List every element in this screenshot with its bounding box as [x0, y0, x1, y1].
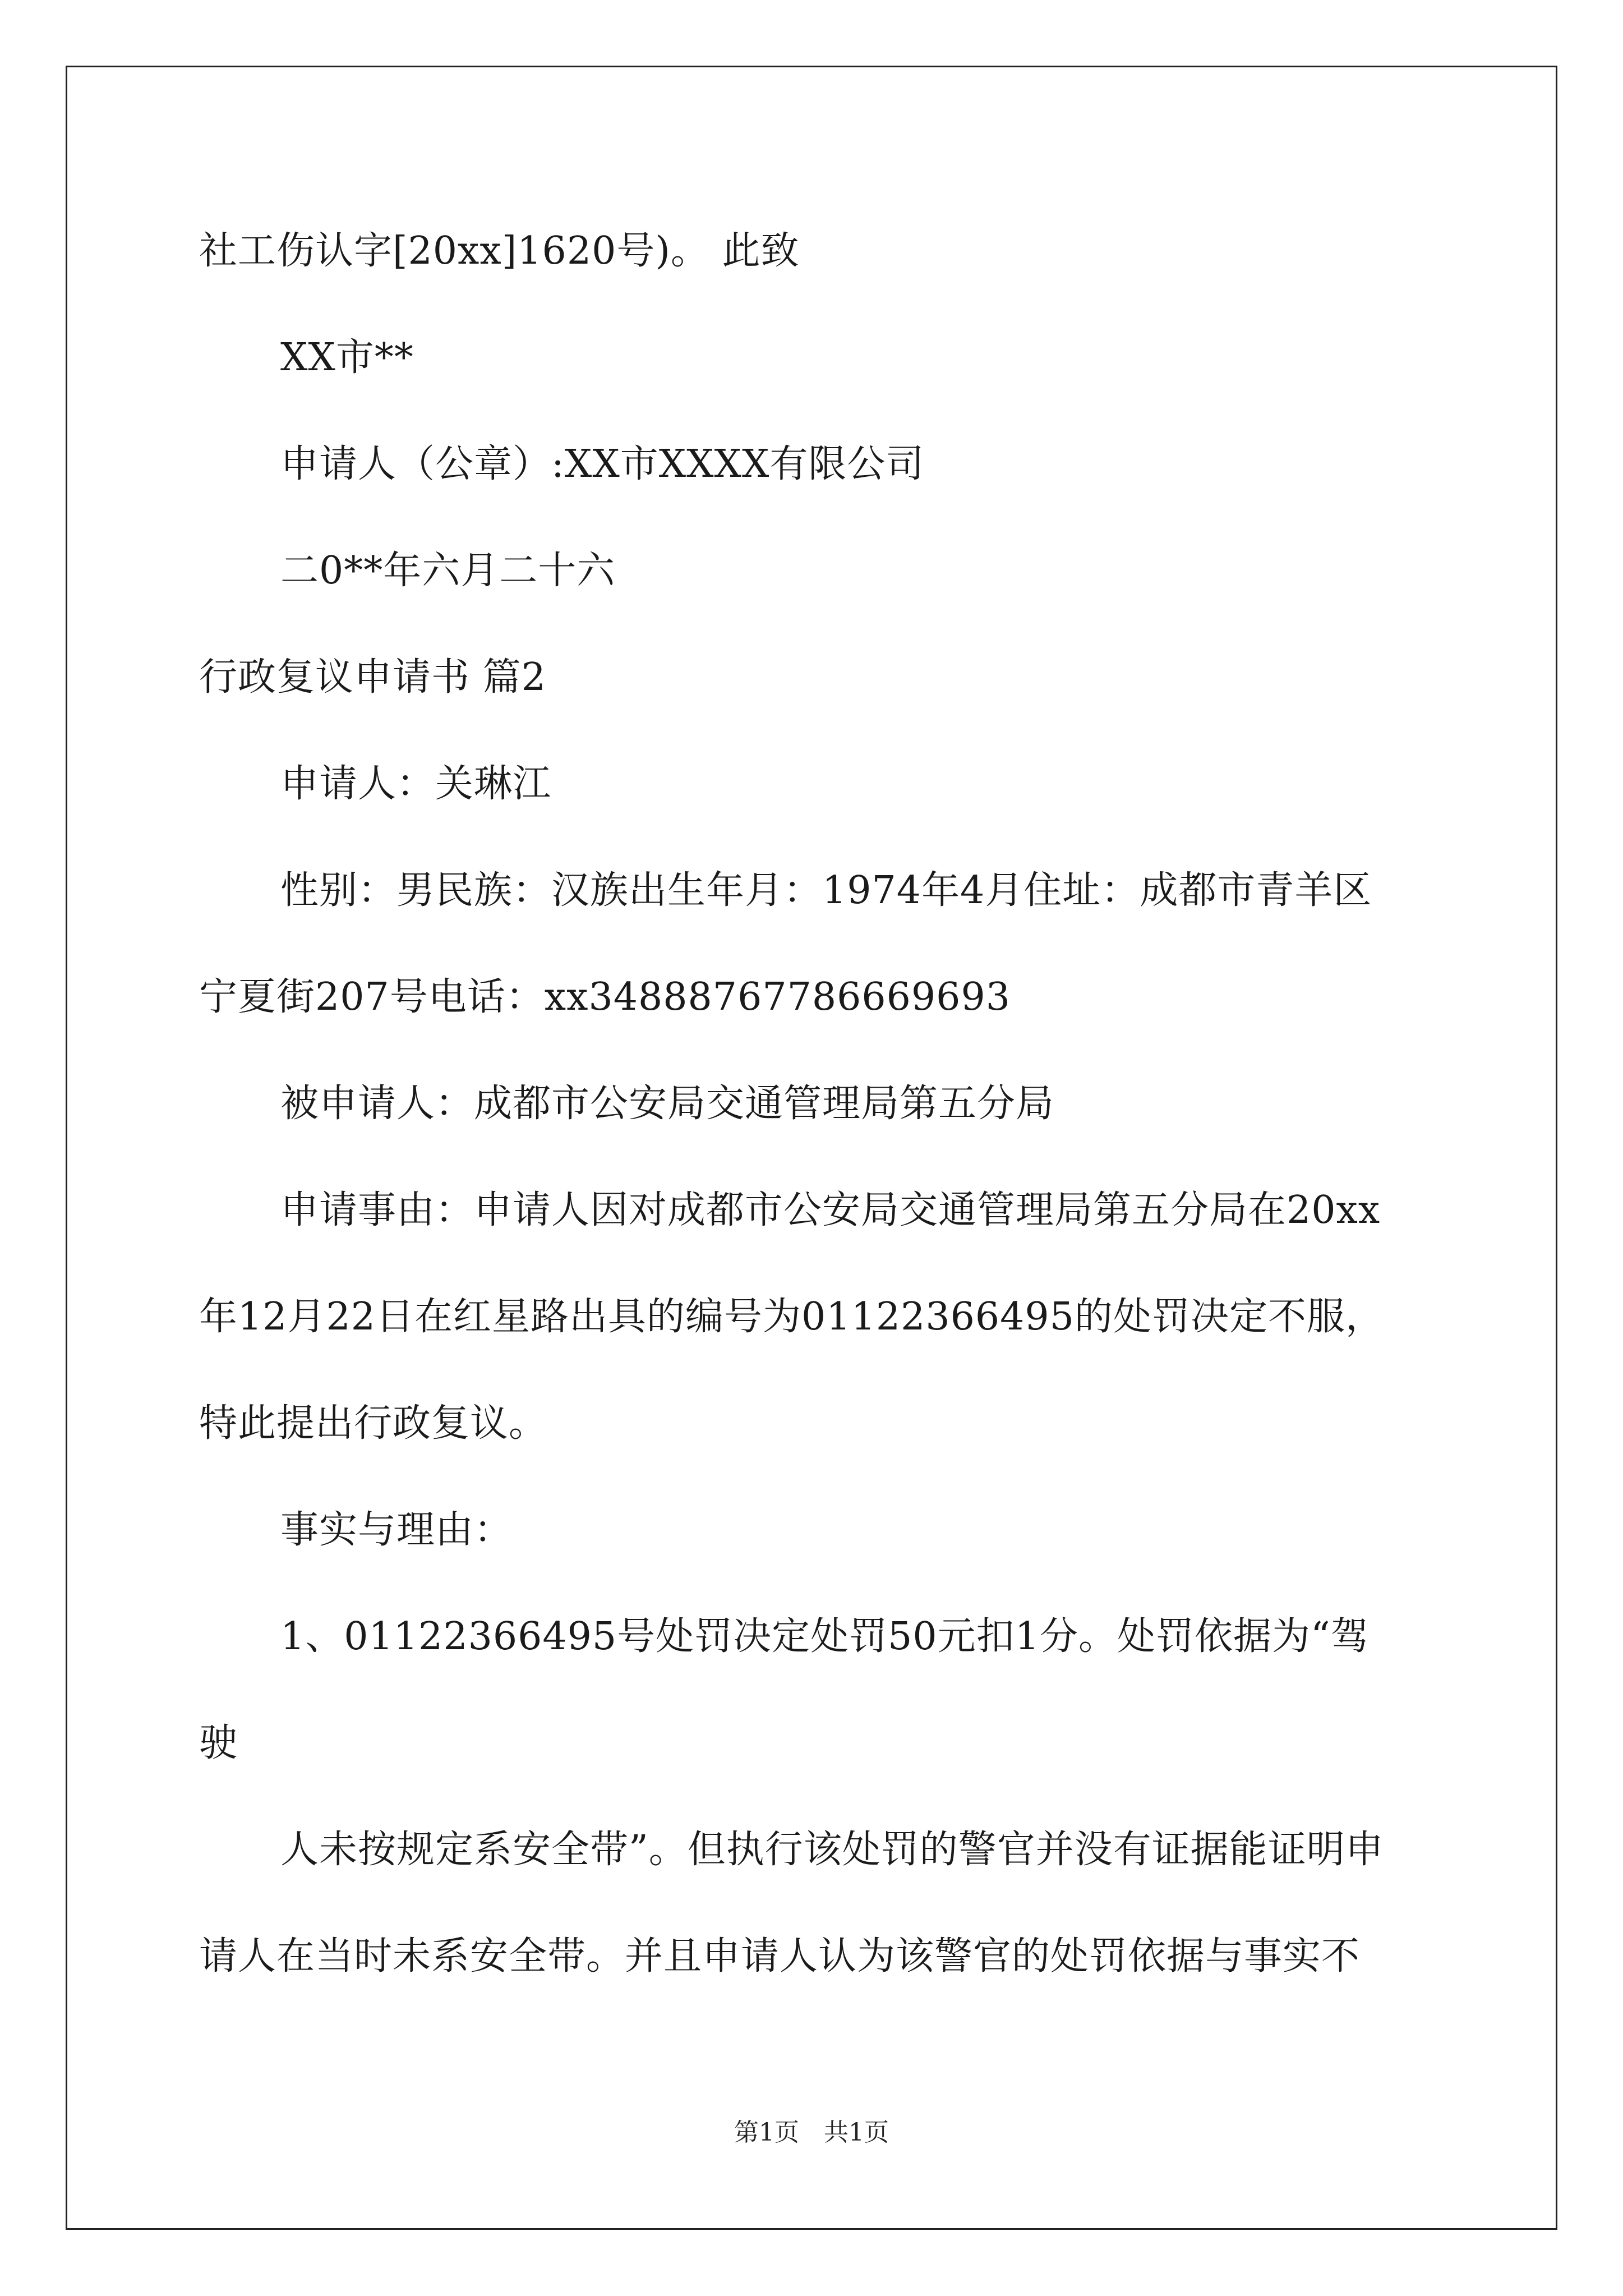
text-line-6: 申请人：关琳江	[280, 762, 552, 806]
text-line-1: 社工伤认字[20xx]1620号)。 此致	[199, 229, 800, 273]
page-border	[66, 66, 1557, 2230]
text-line-11: 年12月22日在红星路出具的编号为01122366495的处罚决定不服，	[199, 1295, 1384, 1339]
text-line-10: 申请事由：申请人因对成都市公安局交通管理局第五分局在20xx	[280, 1188, 1381, 1232]
text-line-3: 申请人（公章）:XX市XXXX有限公司	[280, 442, 925, 486]
text-line-13: 事实与理由：	[280, 1508, 513, 1552]
text-line-4: 二0**年六月二十六	[280, 549, 616, 593]
section-heading: 行政复议申请书 篇2	[199, 655, 546, 700]
text-line-8: 宁夏街207号电话：xx34888767786669693	[199, 975, 1011, 1019]
text-line-2: XX市**	[280, 335, 414, 380]
text-line-14: 1、01122366495号处罚决定处罚50元扣1分。处罚依据为“驾	[280, 1614, 1370, 1659]
text-line-16: 人未按规定系安全带”。但执行该处罚的警官并没有证据能证明申	[280, 1828, 1384, 1872]
text-line-12: 特此提出行政复议。	[199, 1401, 548, 1446]
page-footer: 第1页 共1页	[734, 2118, 889, 2147]
text-line-15: 驶	[199, 1721, 238, 1765]
text-line-7: 性别：男民族：汉族出生年月：1974年4月住址：成都市青羊区	[280, 868, 1372, 913]
text-line-9: 被申请人：成都市公安局交通管理局第五分局	[280, 1082, 1055, 1126]
text-line-17: 请人在当时未系安全带。并且申请人认为该警官的处罚依据与事实不	[199, 1934, 1361, 1978]
